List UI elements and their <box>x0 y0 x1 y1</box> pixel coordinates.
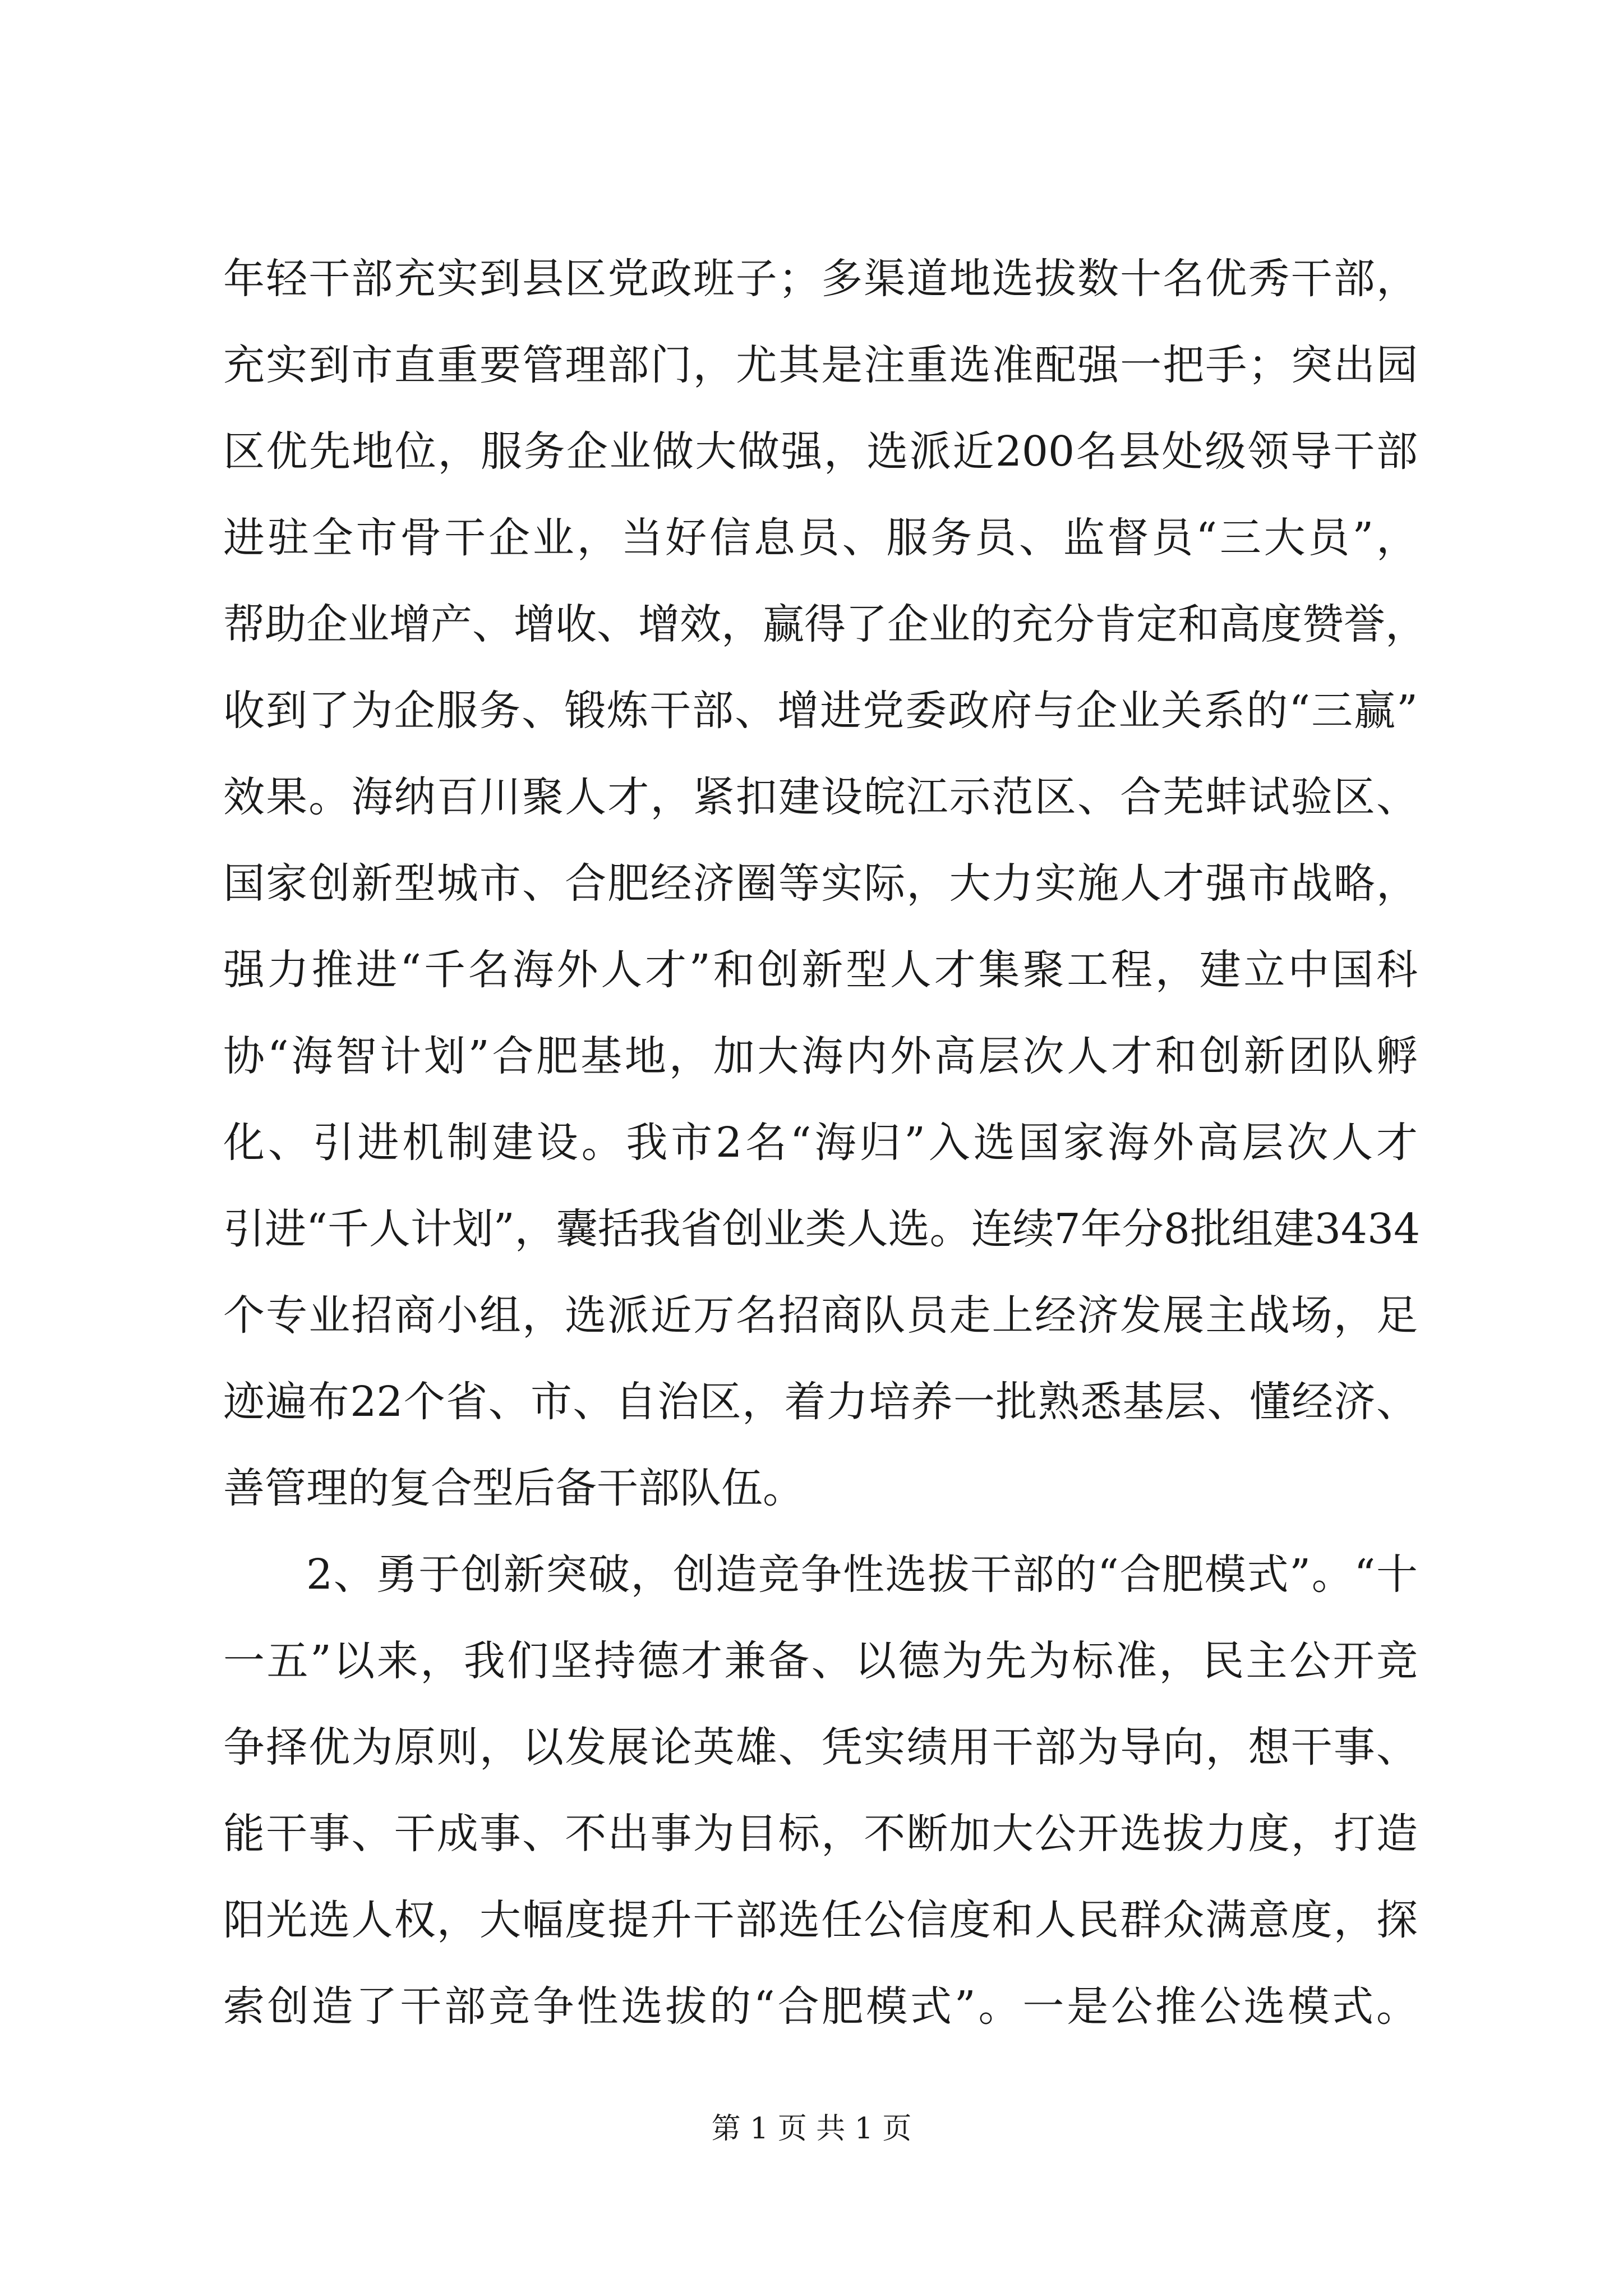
text-line: 善管理的复合型后备干部队伍。 <box>223 1464 804 1512</box>
text-line: 协“海智计划”合肥基地，加大海内外高层次人才和创新团队孵 <box>223 1032 1418 1080</box>
text-line: 2、勇于创新突破，创造竞争性选拔干部的“合肥模式”。“十 <box>306 1550 1418 1599</box>
text-line: 索创造了干部竞争性选拔的“合肥模式”。一是公推公选模式。 <box>223 1982 1418 2031</box>
text-line: 年轻干部充实到县区党政班子；多渠道地选拔数十名优秀干部， <box>223 255 1418 303</box>
paragraph-1 <box>223 236 1427 1531</box>
text-line: 争择优为原则，以发展论英雄、凭实绩用干部为导向，想干事、 <box>223 1723 1418 1772</box>
text-line: 帮助企业增产、增收、增效，赢得了企业的充分肯定和高度赞誉， <box>223 600 1427 648</box>
page-footer <box>0 2109 1623 2148</box>
text-line: 进驻全市骨干企业，当好信息员、服务员、监督员“三大员”， <box>223 514 1418 562</box>
text-line: 引进“千人计划”，囊括我省创业类人选。连续7年分8批组建3434 <box>223 1205 1421 1253</box>
text-line: 迹遍布22个省、市、自治区，着力培养一批熟悉基层、懂经济、 <box>223 1378 1418 1426</box>
text-line: 个专业招商小组，选派近万名招商队员走上经济发展主战场，足 <box>223 1291 1418 1340</box>
document-body <box>223 236 1427 2050</box>
paragraph-2 <box>223 1531 1418 2050</box>
text-line: 强力推进“千名海外人才”和创新型人才集聚工程，建立中国科 <box>223 946 1418 994</box>
text-line: 能干事、干成事、不出事为目标，不断加大公开选拔力度，打造 <box>223 1810 1418 1858</box>
text-line: 充实到市直重要管理部门，尤其是注重选准配强一把手；突出园 <box>223 341 1418 389</box>
text-line: 收到了为企服务、锻炼干部、增进党委政府与企业关系的“三赢” <box>223 687 1418 735</box>
text-line: 区优先地位，服务企业做大做强，选派近200名县处级领导干部 <box>223 427 1418 476</box>
text-line: 阳光选人权，大幅度提升干部选任公信度和人民群众满意度，探 <box>223 1896 1418 1944</box>
text-line: 化、引进机制建设。我市2名“海归”入选国家海外高层次人才 <box>223 1119 1418 1167</box>
text-line: 一五”以来，我们坚持德才兼备、以德为先为标准，民主公开竞 <box>223 1637 1418 1685</box>
text-line: 效果。海纳百川聚人才，紧扣建设皖江示范区、合芜蚌试验区、 <box>223 773 1418 821</box>
text-line: 国家创新型城市、合肥经济圈等实际，大力实施人才强市战略， <box>223 859 1418 908</box>
page-number: 第 1 页 共 1 页 <box>711 2112 912 2146</box>
